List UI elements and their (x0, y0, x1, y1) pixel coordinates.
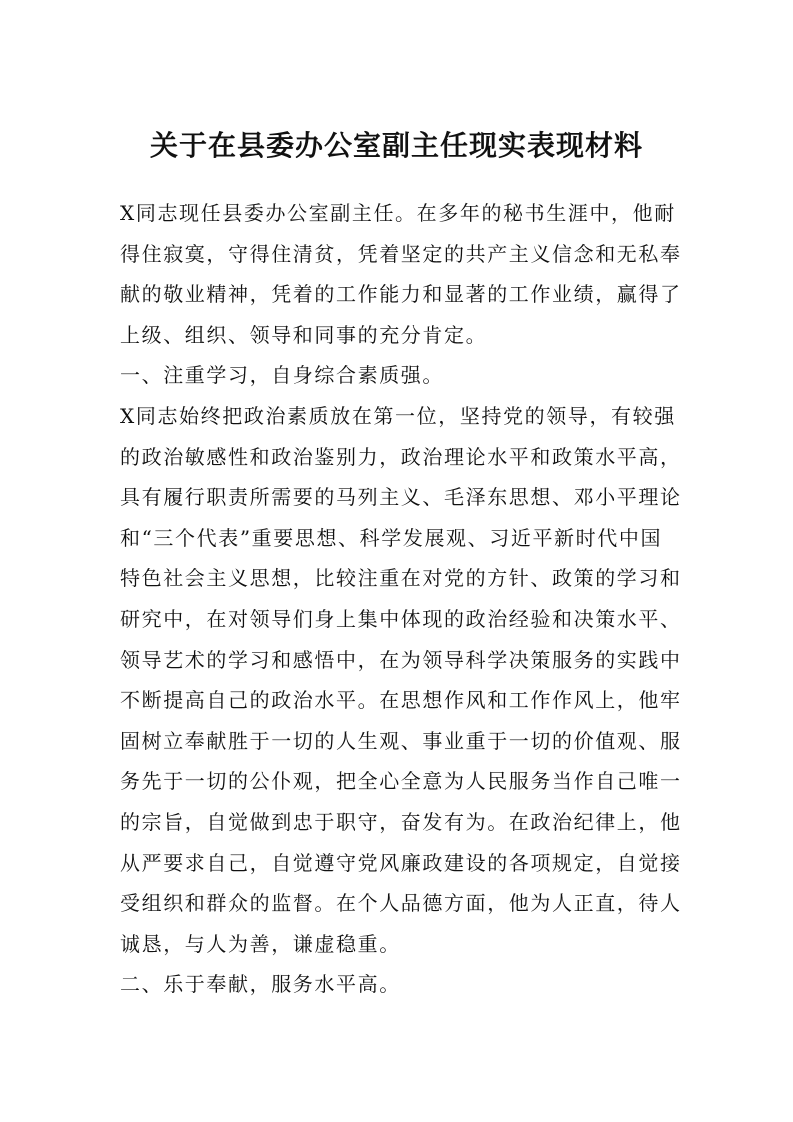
text-line: 从严要求自己，自觉遵守党风廉政建设的各项规定，自觉接 (120, 850, 682, 875)
document-body (120, 193, 682, 1005)
text-line: 得住寂寞，守得住清贫，凭着坚定的共产主义信念和无私奉 (120, 241, 682, 266)
text-line: X同志现任县委办公室副主任。在多年的秘书生涯中，他耐 (120, 201, 676, 225)
text-line: 固树立奉献胜于一切的人生观、事业重于一切的价值观、服 (120, 728, 682, 753)
text-line: 特色社会主义思想，比较注重在对党的方针、政策的学习和 (120, 566, 682, 591)
text-line: X同志始终把政治素质放在第一位，坚持党的领导，有较强 (120, 403, 676, 428)
section-heading-2: 二、乐于奉献，服务水平高。 (120, 972, 401, 997)
document-title: 关于在县委办公室副主任现实表现材料 (149, 129, 643, 162)
text-line: 领导艺术的学习和感悟中，在为领导科学决策服务的实践中 (120, 647, 682, 672)
text-line: 献的敬业精神，凭着的工作能力和显著的工作业绩，赢得了 (120, 282, 682, 307)
text-line: 务先于一切的公仆观，把全心全意为人民服务当作自己唯一 (120, 769, 682, 794)
text-line: 的宗旨，自觉做到忠于职守，奋发有为。在政治纪律上，他 (120, 809, 682, 834)
text-line: 受组织和群众的监督。在个人品德方面，他为人正直，待人 (120, 891, 682, 916)
text-line: 不断提高自己的政治水平。在思想作风和工作作风上，他牢 (120, 688, 682, 713)
text-line: 的政治敏感性和政治鉴别力，政治理论水平和政策水平高， (120, 444, 682, 469)
text-line: 具有履行职责所需要的马列主义、毛泽东思想、邓小平理论 (120, 485, 682, 510)
text-line: 研究中，在对领导们身上集中体现的政治经验和决策水平、 (120, 606, 682, 631)
text-line: 和“三个代表”重要思想、科学发展观、习近平新时代中国 (120, 525, 663, 550)
paragraph-study (120, 396, 682, 964)
text-line: 诚恳，与人为善，谦虚稳重。 (120, 931, 401, 956)
section-heading-1: 一、注重学习，自身综合素质强。 (120, 363, 444, 388)
paragraph-intro (120, 193, 682, 355)
text-line: 上级、组织、领导和同事的充分肯定。 (120, 322, 488, 347)
